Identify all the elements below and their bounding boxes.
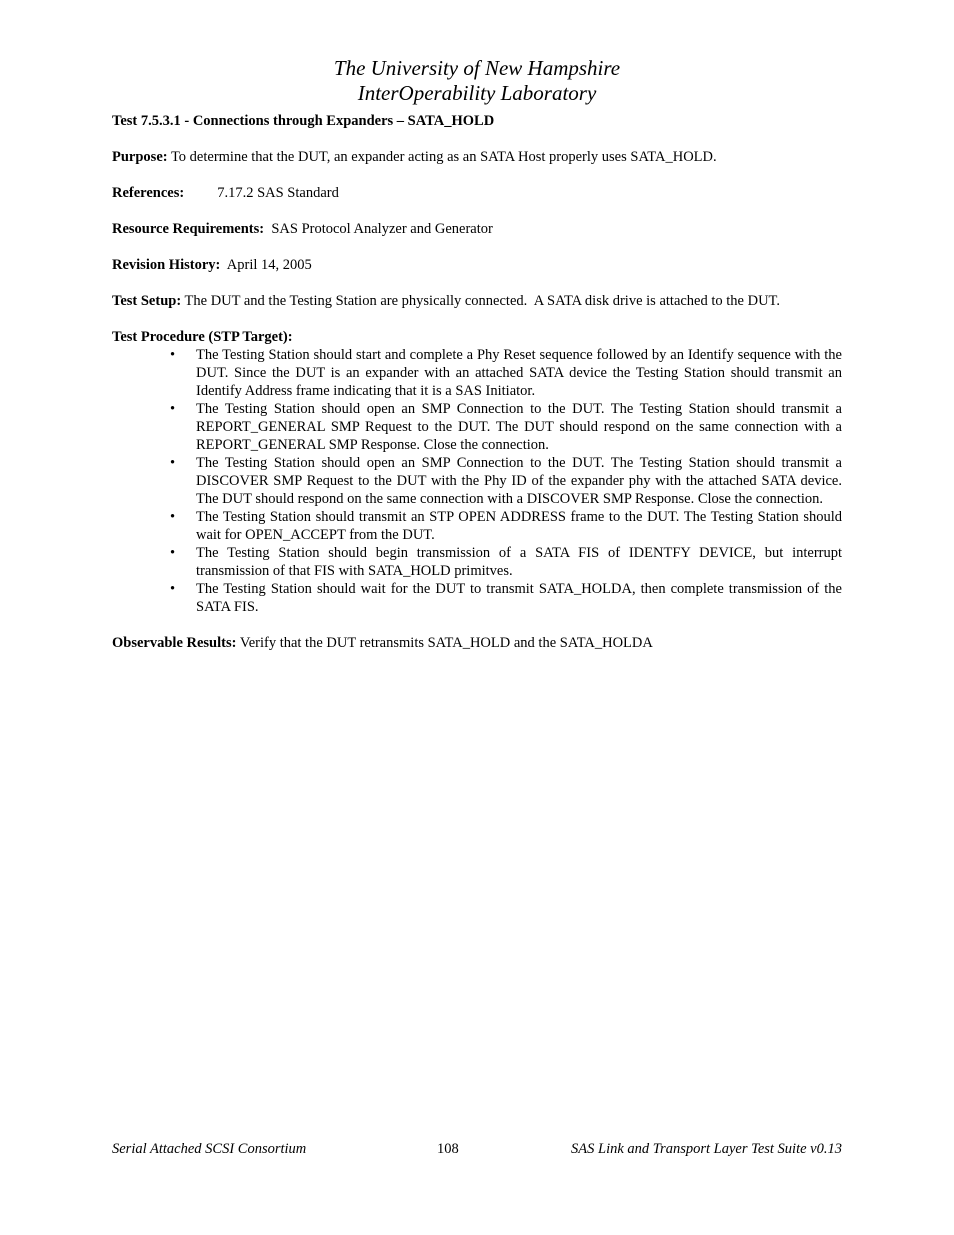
step-text: The Testing Station should begin transmission of a SATA FIS of IDENTFY DEVICE, but interrupt transmission of that FIS with SATA_HOLD primitves. (196, 545, 842, 579)
header-university: The University of New Hampshire (333, 56, 621, 80)
footer-organization: Serial Attached SCSI Consortium (112, 1141, 307, 1157)
step-text: The Testing Station should open an SMP Connection to the DUT. The Testing Station should transmit a DISCOVER SMP Request to the DUT with the Phy ID of the expander phy with the attached SATA device. The DUT should respond on the same connection with a DISCOVER SMP Response. Close the connection. (196, 455, 842, 507)
revision-label: Revision History: (112, 257, 221, 273)
page-header (0, 56, 954, 106)
procedure-step (112, 544, 842, 580)
footer-document-title: SAS Link and Transport Layer Test Suite v0.13 (571, 1141, 842, 1157)
purpose-section (112, 148, 842, 166)
procedure-step (112, 508, 842, 544)
bullet-icon: • (170, 455, 176, 471)
revision-text: April 14, 2005 (220, 257, 312, 273)
step-text: The Testing Station should wait for the DUT to transmit SATA_HOLDA, then complete transmission of the SATA FIS. (196, 581, 842, 615)
document-body (112, 112, 842, 670)
references-section (112, 184, 842, 202)
resources-section (112, 220, 842, 238)
step-text: The Testing Station should transmit an STP OPEN ADDRESS frame to the DUT. The Testing Station should wait for OPEN_ACCEPT from the DUT. (196, 509, 842, 543)
setup-text: The DUT and the Testing Station are physically connected. A SATA disk drive is attached to the DUT. (181, 293, 780, 309)
resources-text: SAS Protocol Analyzer and Generator (264, 221, 493, 237)
setup-label: Test Setup: (112, 293, 182, 309)
step-text: The Testing Station should open an SMP Connection to the DUT. The Testing Station should transmit a REPORT_GENERAL SMP Request to the DUT. The DUT should respond on the same connection with a REPORT_GENERAL SMP Response. Close the connection. (196, 401, 842, 453)
bullet-icon: • (170, 509, 176, 525)
setup-section (112, 292, 842, 310)
observable-label: Observable Results: (112, 635, 237, 651)
bullet-icon: • (170, 401, 176, 417)
header-laboratory: InterOperability Laboratory (357, 81, 597, 105)
procedure-step (112, 580, 842, 616)
bullet-icon: • (170, 581, 176, 597)
footer-page-number: 108 (437, 1141, 459, 1157)
observable-text: Verify that the DUT retransmits SATA_HOLD and the SATA_HOLDA (236, 635, 653, 651)
revision-section (112, 256, 842, 274)
bullet-icon: • (170, 545, 176, 561)
procedure-step (112, 346, 842, 400)
procedure-step (112, 400, 842, 454)
step-text: The Testing Station should start and complete a Phy Reset sequence followed by an Identify sequence with the DUT. Since the DUT is an expander with an attached SATA device the Testing Station should transmit an Identify Address frame indicating that it is a SAS Initiator. (196, 347, 842, 399)
observable-section (112, 634, 842, 652)
procedure-step (112, 454, 842, 508)
references-text: 7.17.2 SAS Standard (217, 185, 339, 201)
resources-label: Resource Requirements: (112, 221, 265, 237)
procedure-heading: Test Procedure (STP Target): (112, 329, 293, 345)
purpose-text: To determine that the DUT, an expander acting as an SATA Host properly uses SATA_HOLD. (167, 149, 717, 165)
procedure-steps (112, 346, 842, 616)
test-title: Test 7.5.3.1 - Connections through Expanders – SATA_HOLD (112, 113, 495, 129)
purpose-label: Purpose: (112, 149, 168, 165)
references-label: References: (112, 185, 185, 201)
bullet-icon: • (170, 347, 176, 363)
